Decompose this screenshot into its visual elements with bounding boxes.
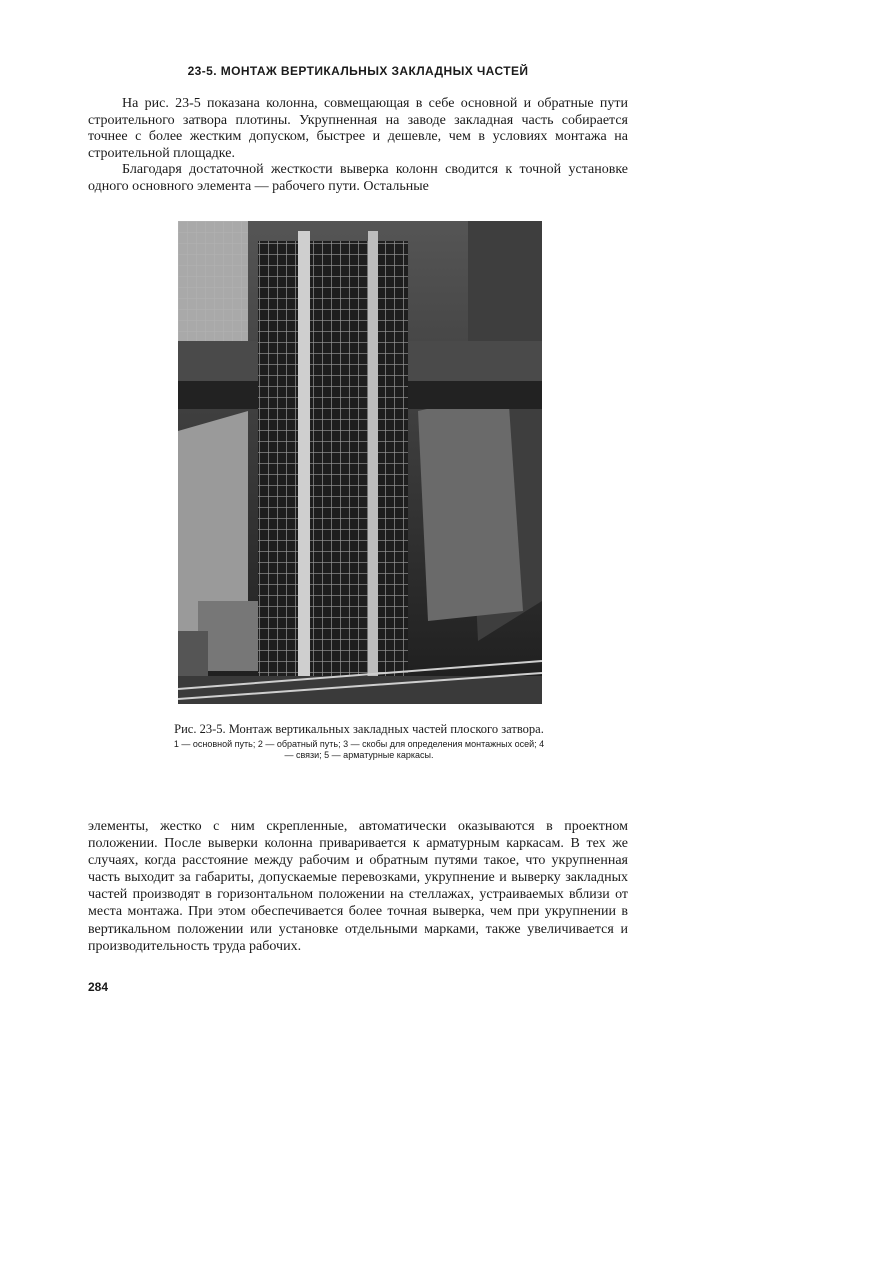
body-text-top — [88, 96, 628, 196]
figure-caption — [170, 722, 548, 760]
figure-photo — [178, 221, 542, 704]
figure-legend: 1 — основной путь; 2 — обратный путь; 3 — скобы для определения монтажных осей; 4 — связи; 5 — арматурные каркасы. — [173, 739, 545, 760]
paragraph: элементы, жестко с ним скрепленные, автоматически оказываются в проектном положении. После выверки колонна приваривается к арматурным каркасам. В тех же случаях, когда расстояние между рабочим и обратным путями такое, что укрупненная часть выходит за габариты, допускаемые перевозками, укрупнение и выверку закладных частей производят в горизонтальном положении на стеллажах, устраиваемых вблизи от места монтажа. При этом обеспечивается более точная выверка, чем при укрупнении в вертикальном положении или установке отдельными марками, также увеличивается и производительность труда рабочих. — [88, 819, 628, 954]
paragraph: На рис. 23-5 показана колонна, совмещающая в себе основной и обратные пути строительного затвора плотины. Укрупненная на заводе закладная часть собирается точнее с более жестким допуском, быстрее и дешевле, чем в условиях монтажа на строительной площадке. — [88, 96, 628, 161]
body-text-bottom — [88, 818, 628, 955]
page-number: 284 — [88, 980, 109, 994]
paragraph: Благодаря достаточной жесткости выверка колонн сводится к точной установке одного основного элемента — рабочего пути. Остальные — [88, 162, 628, 194]
construction-photo-illustration — [178, 221, 542, 704]
section-heading: 23-5. МОНТАЖ ВЕРТИКАЛЬНЫХ ЗАКЛАДНЫХ ЧАСТЕЙ — [187, 64, 529, 78]
figure-title: Рис. 23-5. Монтаж вертикальных закладных частей плоского затвора. — [174, 722, 544, 736]
